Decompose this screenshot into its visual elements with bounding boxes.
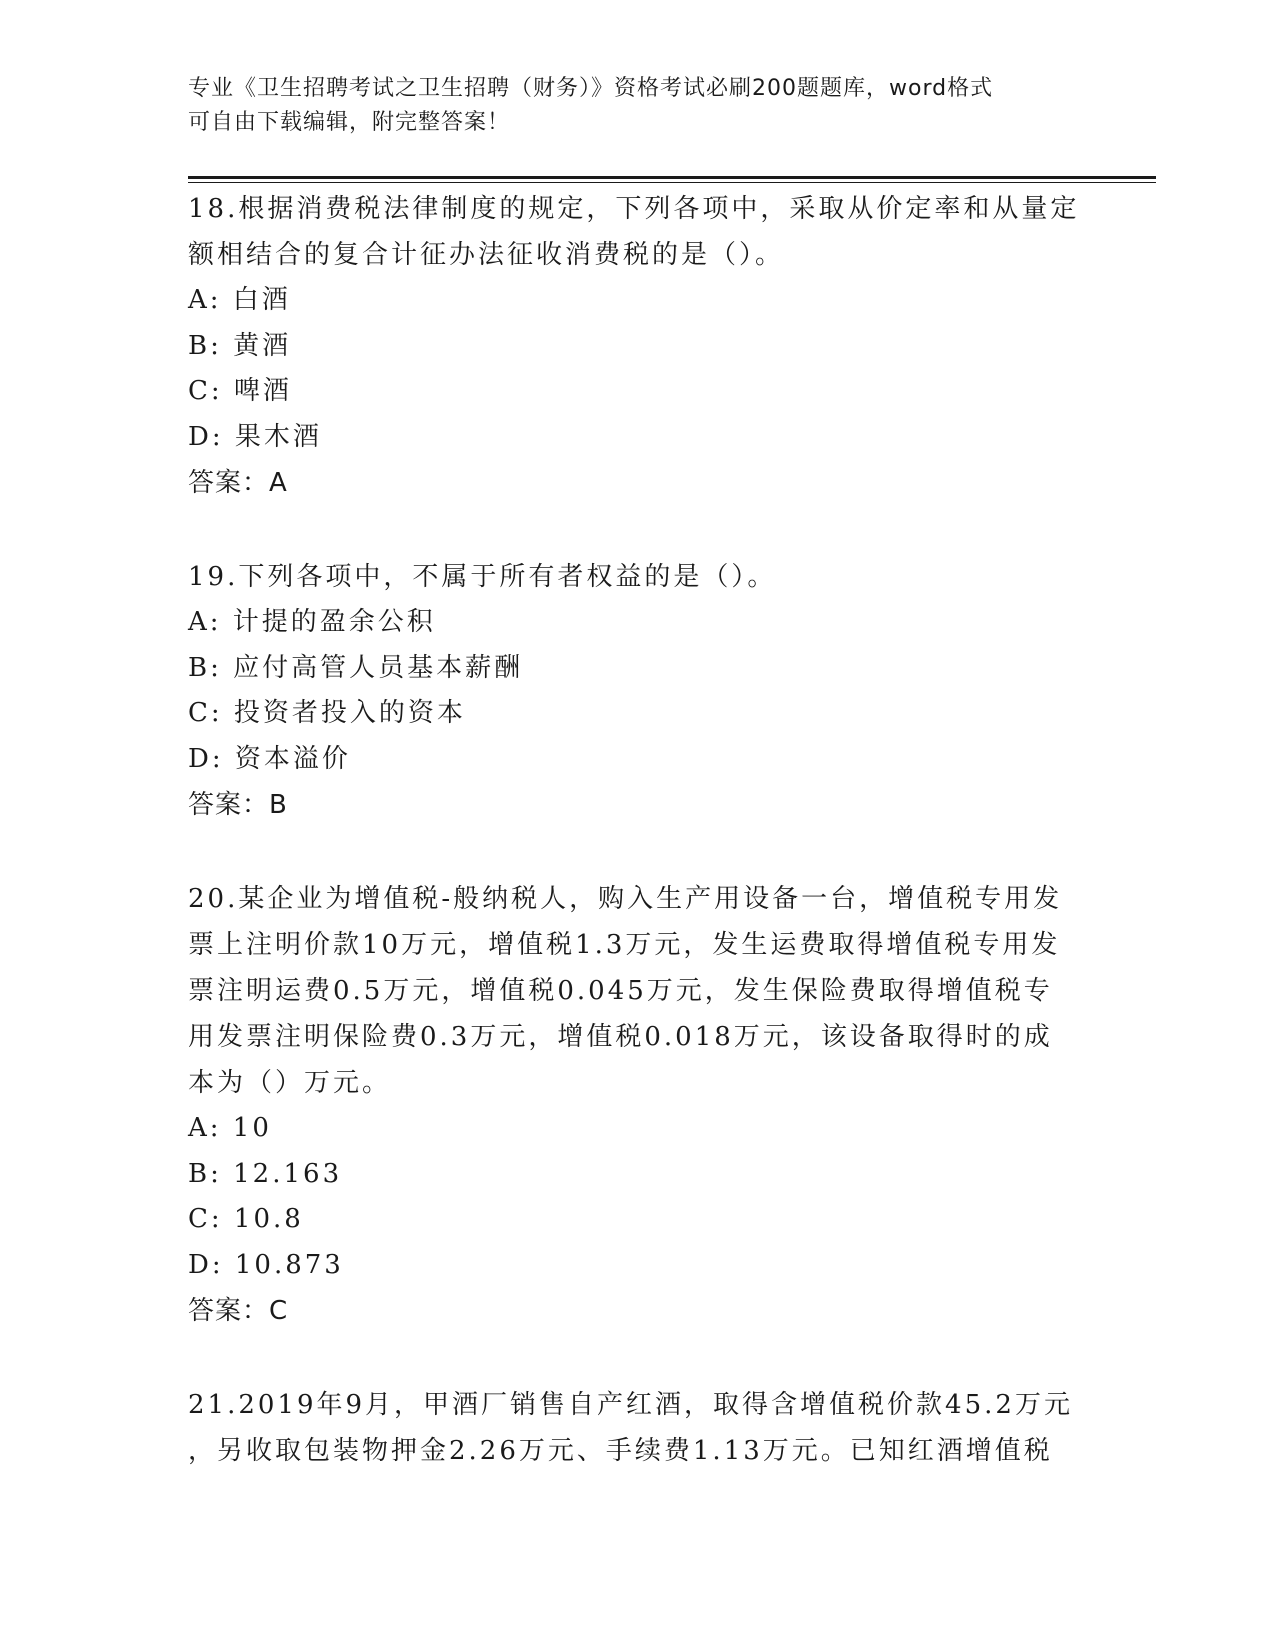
option-a: A: 10 <box>188 1113 272 1143</box>
question-list <box>188 186 1088 1474</box>
option-d: D: 10.873 <box>188 1249 344 1280</box>
question-spacer <box>188 828 1088 876</box>
option-d: D: 果木酒 <box>188 421 322 452</box>
header-divider-thick <box>188 176 1156 179</box>
question-text-line: 票上注明价款10万元，增值税1.3万元，发生运费取得增值税专用发 <box>188 930 1061 960</box>
question-20 <box>188 876 1088 1334</box>
document-header <box>188 72 1088 140</box>
option-a: A: 计提的盈余公积 <box>188 607 436 637</box>
question-19 <box>188 554 1088 828</box>
option-b: B: 应付高管人员基本薪酬 <box>188 652 524 683</box>
option-c: C: 啤酒 <box>188 376 292 406</box>
option-b: B: 12.163 <box>188 1158 343 1189</box>
header-divider-thin <box>188 182 1156 183</box>
question-18 <box>188 186 1088 506</box>
question-text-line: 票注明运费0.5万元，增值税0.045万元，发生保险费取得增值税专 <box>188 976 1053 1006</box>
option-b: B: 黄酒 <box>188 330 292 361</box>
answer-label: 答案：B <box>188 790 288 820</box>
option-c: C: 10.8 <box>188 1204 304 1234</box>
header-line-1: 专业《卫生招聘考试之卫生招聘（财务）》资格考试必刷200题题库，word格式 <box>188 76 994 101</box>
answer-label: 答案：A <box>188 468 288 498</box>
answer-label: 答案：C <box>188 1296 289 1326</box>
question-spacer <box>188 506 1088 554</box>
option-d: D: 资本溢价 <box>188 743 351 774</box>
option-a: A: 白酒 <box>188 285 291 315</box>
question-text-line: 18.根据消费税法律制度的规定，下列各项中，采取从价定率和从量定 <box>188 194 1080 224</box>
question-text-line: 21.2019年9月，甲酒厂销售自产红酒，取得含增值税价款45.2万元 <box>188 1390 1073 1420</box>
question-text-line: 19.下列各项中，不属于所有者权益的是（）。 <box>188 562 777 592</box>
option-c: C: 投资者投入的资本 <box>188 698 466 728</box>
question-spacer <box>188 1334 1088 1382</box>
question-text-line: 本为（）万元。 <box>188 1068 392 1098</box>
question-text-line: 20.某企业为增值税-般纳税人，购入生产用设备一台，增值税专用发 <box>188 884 1063 914</box>
question-text-line: 用发票注明保险费0.3万元，增值税0.018万元，该设备取得时的成 <box>188 1022 1053 1052</box>
question-text-line: ，另收取包装物押金2.26万元、手续费1.13万元。已知红酒增值税 <box>188 1436 1053 1466</box>
question-text-line: 额相结合的复合计征办法征收消费税的是（）。 <box>188 240 785 270</box>
question-21 <box>188 1382 1088 1474</box>
header-line-2: 可自由下载编辑，附完整答案！ <box>188 110 511 135</box>
